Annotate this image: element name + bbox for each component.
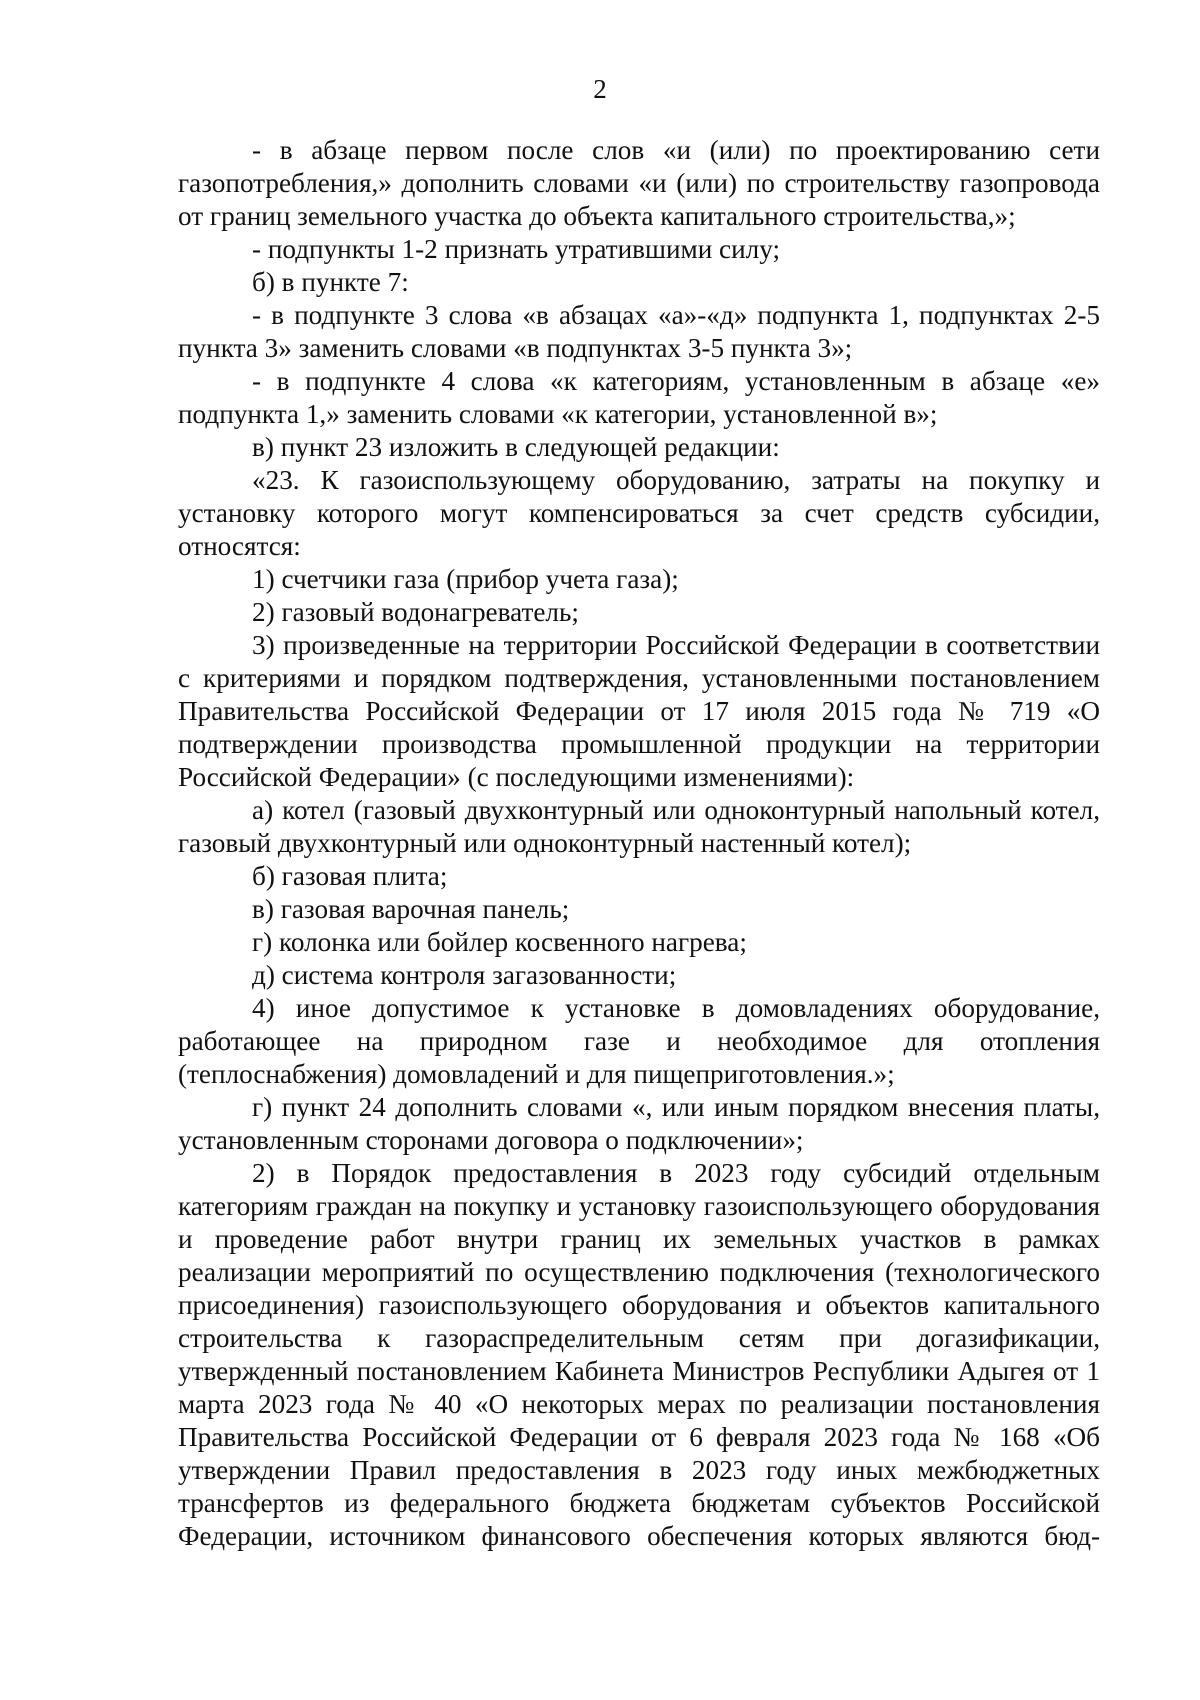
paragraph: б) в пункте 7: [252,267,409,297]
paragraph: в) пункт 23 изложить в следующей редакции: [252,432,780,462]
paragraph: г) колонка или бойлер косвенного нагрева; [252,927,747,957]
paragraph: «23. К газоиспользующему оборудованию, затраты на покупку и установку которого могут компенсироваться за счет средств субсидии, относятся: [178,465,1100,561]
paragraph: г) пункт 24 дополнить словами «, или иным порядком внесения платы, установленным сторонами договора о подключении»; [178,1092,1100,1155]
paragraph: - подпункты 1-2 признать утратившими силу; [252,234,781,264]
paragraph: - в подпункте 3 слова «в абзацах «а»-«д» подпункта 1, подпунктах 2-5 пункта 3» заменить словами «в подпунктах 3-5 пункта 3»; [178,300,1100,363]
paragraph: - в абзаце первом после слов «и (или) по проектированию сети газопотребления,» дополнить словами «и (или) по строительству газопровода от границ земельного участка до объекта капитального строительства,»; [178,135,1100,231]
page-number: 2 [593,74,607,104]
paragraph: - в подпункте 4 слова «к категориям, установленным в абзаце «е» подпункта 1,» заменить словами «к категории, установленной в»; [178,366,1100,429]
paragraph: д) система контроля загазованности; [252,960,677,990]
paragraph: а) котел (газовый двухконтурный или одноконтурный напольный котел, газовый двухконтурный или одноконтурный настенный котел); [178,795,1100,858]
document-body [178,134,1100,1553]
paragraph: б) газовая плита; [252,861,448,891]
paragraph: 1) счетчики газа (прибор учета газа); [252,564,679,594]
paragraph: 4) иное допустимое к установке в домовладениях оборудование, работающее на природном газе и необходимое для отопления (теплоснабжения) домовладений и для пищеприготовления.»; [178,993,1100,1089]
paragraph: в) газовая варочная панель; [252,894,570,924]
paragraph: 2) газовый водонагреватель; [252,597,579,627]
paragraph: 3) произведенные на территории Российской Федерации в соответствии с критериями и порядком подтверждения, установленными постановлением Правительства Российской Федерации от 17 июля 2015 года № 719 «О подтверждении производства промышленной продукции на территории Российской Федерации» (с последующими изменениями): [178,630,1100,792]
paragraph: 2) в Порядок предоставления в 2023 году субсидий отдельным категориям граждан на покупку и установку газоиспользующего оборудования и проведение работ внутри границ их земельных участков в рамках реализации мероприятий по осуществлению подключения (технологического присоединения) газоиспользующего оборудования и объектов капитального строительства к газораспределительным сетям при догазификации, утвержденный постановлением Кабинета Министров Республики Адыгея от 1 марта 2023 года № 40 «О некоторых мерах по реализации постановления Правительства Российской Федерации от 6 февраля 2023 года № 168 «Об утверждении Правил предоставления в 2023 году иных межбюджетных трансфертов из федерального бюджета бюджетам субъектов Российской Федерации, источником финансового обеспечения которых являются бюд- [178,1158,1100,1551]
